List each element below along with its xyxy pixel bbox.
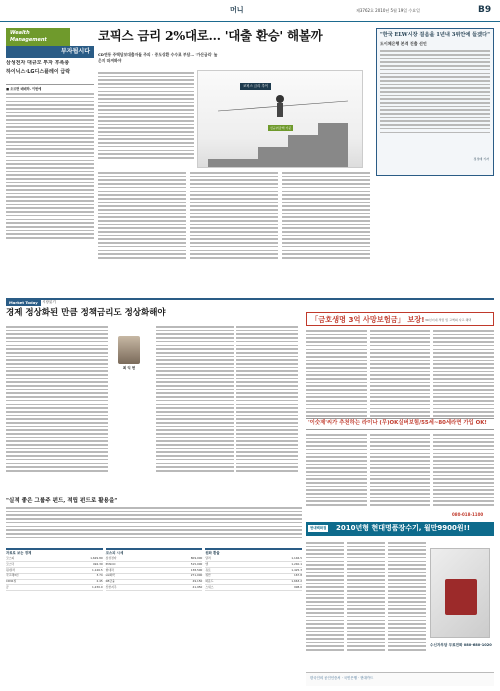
market-today-tag: Market Today [6, 299, 41, 306]
table-row: POSCO 515,000 [106, 562, 203, 568]
text-lines [6, 93, 94, 238]
hyundai-ad-body [306, 540, 426, 668]
page-footer [306, 672, 494, 686]
main-photo [197, 70, 363, 168]
table-row: 현대차 138,500 [106, 568, 203, 574]
page-header [0, 0, 500, 22]
insurance-ad-sub: 30년이내 적립 및 고액의 사고 혜택 [425, 318, 472, 322]
banner-title: 2010년형 현대명품장수기, 월만9900원!! [336, 524, 471, 532]
table-row: 국고채3년 3.74 [6, 574, 103, 580]
column-body-1 [6, 324, 108, 494]
banner-tag: 현대백화점 [310, 526, 327, 530]
left-sub: ■ 오르면 매매하. 이번에 [6, 84, 94, 91]
ad-phone: 080-018-1100 [452, 512, 484, 517]
table-row: LG화학 271,000 [106, 574, 203, 580]
quote-sub: 도이체은행 본격 진출 선언 [380, 41, 427, 47]
market-tables [6, 548, 302, 686]
column-body-3 [236, 324, 298, 494]
table-2 [205, 548, 302, 686]
column-body-2 [156, 324, 234, 494]
table-row: 스위스 998.0 [205, 585, 302, 591]
table-title: 자료로 보는 경제 [6, 551, 32, 555]
table-row: 신한지주 41,950 [106, 585, 203, 591]
table-row: 파운드 1,663.2 [205, 580, 302, 586]
author-portrait [118, 336, 140, 364]
silver-insurance-body [306, 432, 494, 518]
table-0 [6, 548, 103, 686]
main-body-bottom [98, 170, 370, 270]
left-kicker2: 하이닉스·LG디스플레이 급락 [6, 69, 71, 75]
column-headline: 경제 정상화된 만큼 정책금리도 정상화해야 [6, 308, 166, 318]
table-row: 달러 1,146.5 [205, 557, 302, 563]
quote-box [376, 28, 494, 176]
table-row: 금 1,230.0 [6, 585, 103, 591]
table-row: 코스닥 494.39 [6, 562, 103, 568]
table-title: 원화 환율 [205, 551, 220, 555]
market-today-bar [6, 298, 494, 306]
table-row: 원/달러 1,146.5 [6, 568, 103, 574]
table-row: 코스피 1,629.89 [6, 557, 103, 563]
photo-label: 신규취급액 기준 [270, 126, 292, 130]
quote-body [380, 50, 490, 133]
main-subhead: CD연동 주택담보대출자들 주의 · 중도상환 수수료 부담… '가산금리' 높은지 따져봐야 [98, 52, 218, 63]
table-row: KB금융 49,150 [106, 580, 203, 586]
stairs-illustration [198, 71, 363, 168]
section-badge [6, 28, 94, 54]
left-column [6, 60, 94, 290]
table-row: 삼성전자 809,000 [106, 557, 203, 563]
quote-text: "한국 ELW시장 걸음을 1년내 3위안에 들겠다" [380, 32, 490, 38]
hyundai-call: 수신자부담 무료전화 080-680-1020 [430, 643, 492, 647]
photo-tag: 코픽스 금리 추이 [240, 83, 271, 90]
silver-insurance-band [306, 418, 494, 430]
table-row: CD91일 2.45 [6, 580, 103, 586]
main-body-top [98, 70, 194, 170]
author-name: 최 익 현 [122, 366, 136, 370]
quote-byline: 정성태 기자 [473, 156, 489, 161]
insurance-ad-header [306, 312, 494, 326]
main-headline: 코픽스 금리 2%대로… '대출 환승' 해볼까 [98, 28, 323, 43]
table-row: 유로 1,425.3 [205, 568, 302, 574]
hyundai-ad-banner [306, 522, 494, 536]
table-row: 위안 167.8 [205, 574, 302, 580]
issue-date: 제3762호 2010년 5월 19일 수요일 [356, 8, 420, 13]
insurance-ad-body [306, 328, 494, 432]
table-1 [106, 548, 203, 686]
table-title: 코스피 시세 [105, 551, 124, 555]
badge-line2: 부자됩시다 [6, 46, 94, 58]
subsection-headline: "실적 좋은 그룹주 펀드, 적립 펀드로 활용을" [6, 498, 118, 504]
band-title: '이숫제'씨가 추천하는 라이나 (무)OK실버보험/55세~80세라면 가입 OK! [308, 420, 487, 426]
page-number: B9 [478, 5, 492, 15]
product-front [445, 579, 477, 615]
subsection-body [6, 505, 302, 545]
insurance-ad-title: 「금호생명 3억 사망보험금」 보장! [311, 315, 425, 324]
table-row: 엔 1,240.1 [205, 562, 302, 568]
product-image [430, 548, 490, 638]
footer-text: 한국인의 공인인증서 · 국민은행 · 현대카드 [310, 676, 374, 680]
left-kicker: 삼성전자 대규모 투자 후폭풍 [6, 60, 70, 66]
badge-line1: Wealth Management [6, 28, 70, 46]
market-today-label: 시장읽기 [42, 300, 56, 304]
section-title: 머니 [230, 6, 244, 14]
